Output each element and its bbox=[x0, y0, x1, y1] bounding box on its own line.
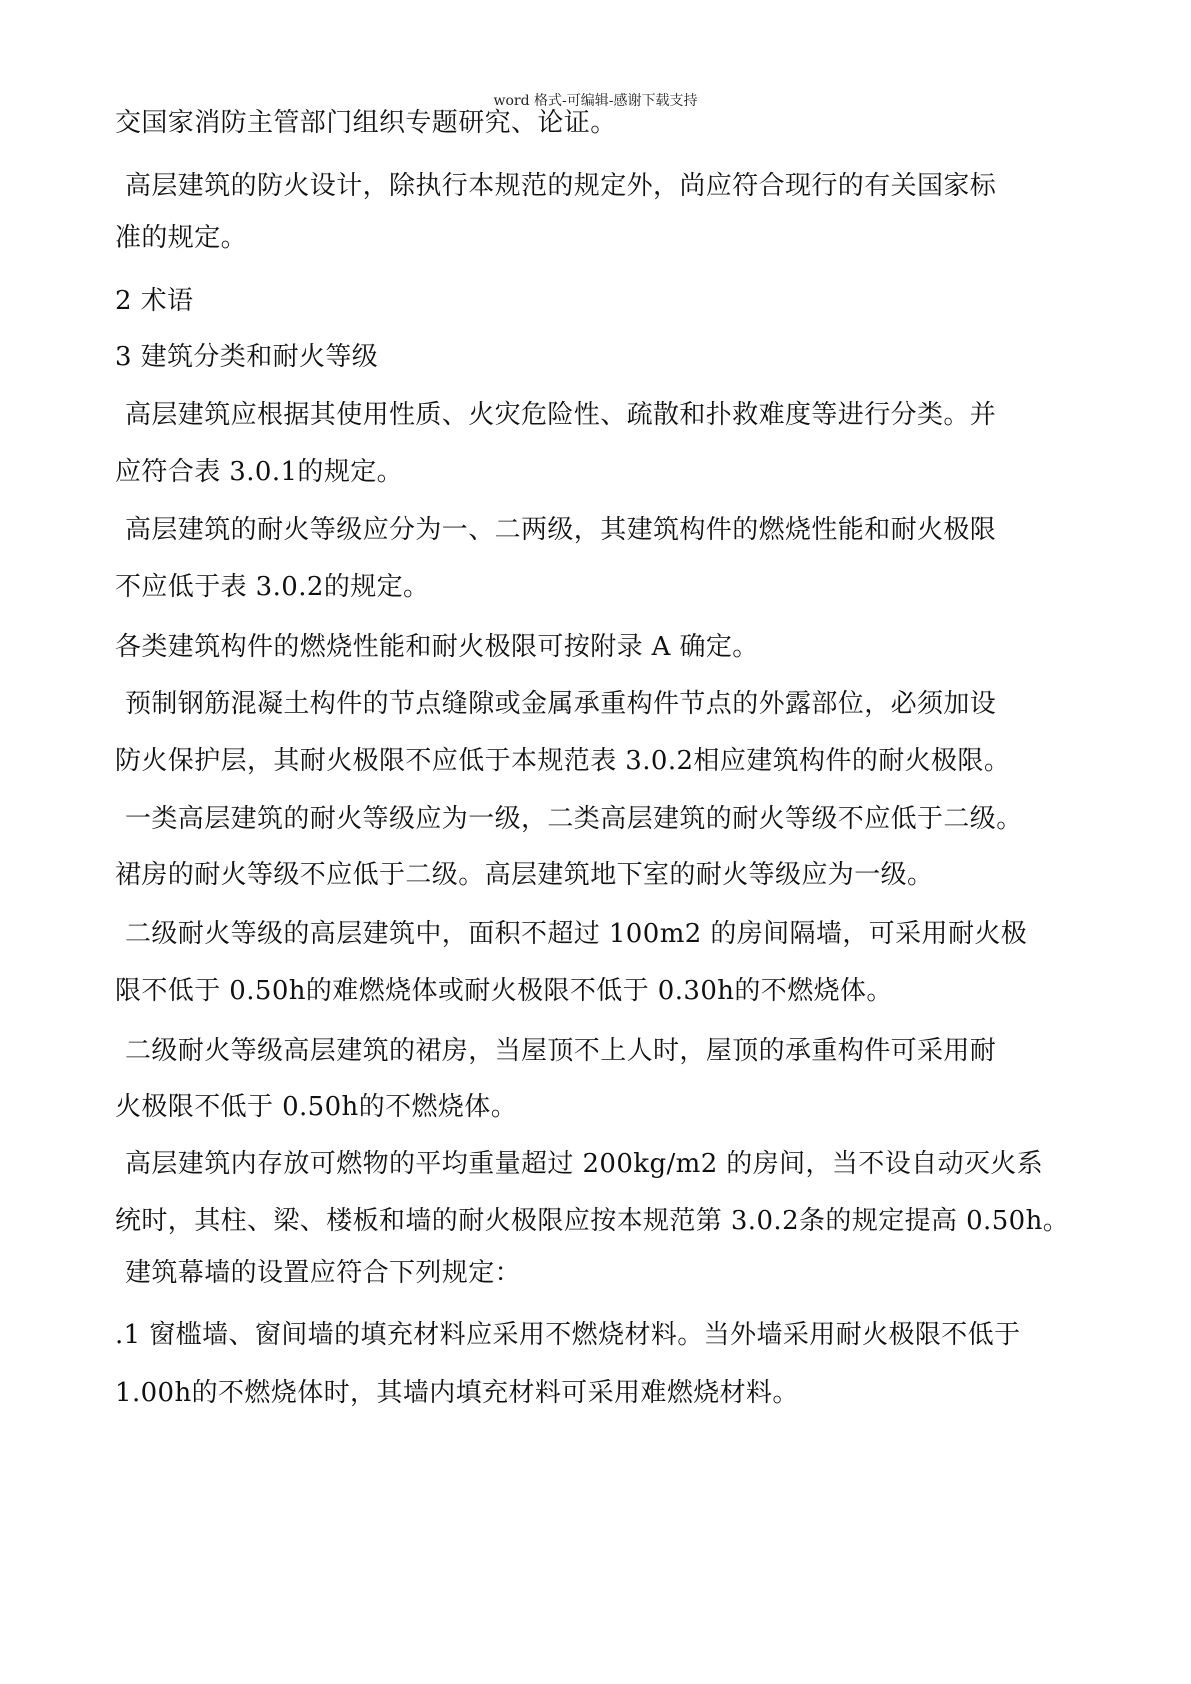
body-line: 二级耐火等级高层建筑的裙房，当屋顶不上人时，屋顶的承重构件可采用耐 bbox=[125, 1036, 997, 1066]
body-line: 一类高层建筑的耐火等级应为一级，二类高层建筑的耐火等级不应低于二级。 bbox=[125, 804, 1023, 834]
body-line: 各类建筑构件的燃烧性能和耐火极限可按附录 A 确定。 bbox=[115, 632, 759, 662]
body-line: 二级耐火等级的高层建筑中，面积不超过 100m2 的房间隔墙，可采用耐火极 bbox=[125, 919, 1028, 949]
body-line: 应符合表 3.0.1的规定。 bbox=[115, 457, 404, 487]
body-line: 限不低于 0.50h的难燃烧体或耐火极限不低于 0.30h的不燃烧体。 bbox=[115, 976, 893, 1006]
body-line: 预制钢筋混凝土构件的节点缝隙或金属承重构件节点的外露部位，必须加设 bbox=[125, 689, 997, 719]
body-line: 2 术语 bbox=[115, 286, 194, 316]
body-line: 高层建筑的防火设计，除执行本规范的规定外，尚应符合现行的有关国家标 bbox=[125, 171, 997, 201]
body-line: 高层建筑的耐火等级应分为一、二两级，其建筑构件的燃烧性能和耐火极限 bbox=[125, 515, 997, 545]
body-line: 高层建筑应根据其使用性质、火灾危险性、疏散和扑救难度等进行分类。并 bbox=[125, 400, 997, 430]
body-line: 高层建筑内存放可燃物的平均重量超过 200kg/m2 的房间，当不设自动灭火系 bbox=[125, 1149, 1044, 1179]
page-header: word 格式-可编辑-感谢下载支持 bbox=[493, 93, 698, 109]
body-line: 建筑幕墙的设置应符合下列规定： bbox=[125, 1258, 522, 1288]
body-line: 统时，其柱、梁、楼板和墙的耐火极限应按本规范第 3.0.2条的规定提高 0.50h。 bbox=[115, 1206, 1070, 1236]
body-line: 不应低于表 3.0.2的规定。 bbox=[115, 572, 430, 602]
body-line: 裙房的耐火等级不应低于二级。高层建筑地下室的耐火等级应为一级。 bbox=[115, 860, 934, 890]
body-line: 1.00h的不燃烧体时，其墙内填充材料可采用难燃烧材料。 bbox=[115, 1378, 799, 1408]
body-line: 火极限不低于 0.50h的不燃烧体。 bbox=[115, 1092, 518, 1122]
body-line: 准的规定。 bbox=[115, 223, 248, 253]
body-line: 防火保护层，其耐火极限不应低于本规范表 3.0.2相应建筑构件的耐火极限。 bbox=[115, 746, 1011, 776]
body-line: .1 窗槛墙、窗间墙的填充材料应采用不燃烧材料。当外墙采用耐火极限不低于 bbox=[115, 1320, 1021, 1350]
body-line: 交国家消防主管部门组织专题研究、论证。 bbox=[115, 108, 617, 138]
body-line: 3 建筑分类和耐火等级 bbox=[115, 342, 379, 372]
